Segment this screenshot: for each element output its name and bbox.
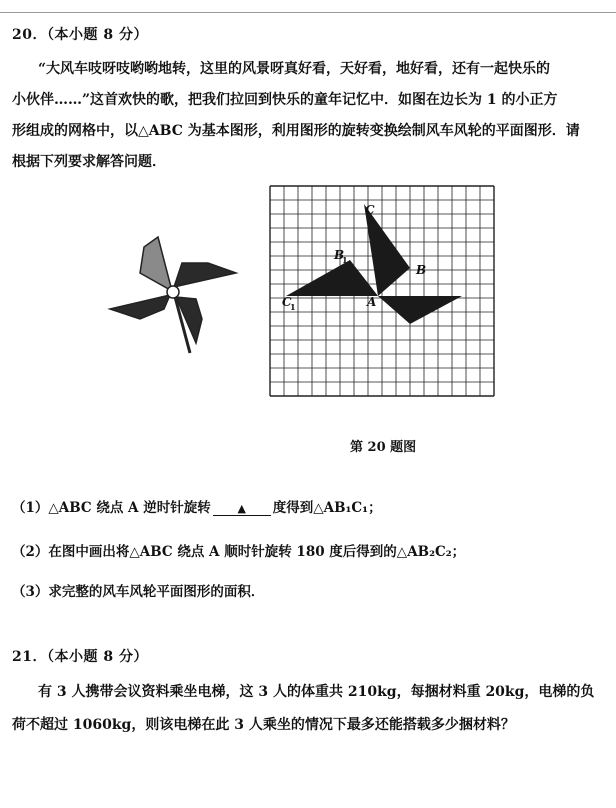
q20-sub1 [12, 496, 382, 516]
figure-caption: 第 20 题图 [350, 440, 417, 455]
q21-header: 21．（本小题 8 分） [12, 649, 148, 665]
q21-line-1: 有 3 人携带会议资料乘坐电梯，这 3 人的体重共 210kg，每捆材料重 20kg，电梯的负 [38, 684, 595, 700]
label-c1: C [282, 295, 292, 309]
label-b1: B [334, 248, 345, 262]
grid-figure [266, 182, 498, 400]
q20-header: 20．（本小题 8 分） [12, 27, 148, 43]
top-border-line [0, 12, 616, 13]
label-c: C [365, 203, 375, 217]
label-b1-sub: 1 [342, 255, 348, 265]
pinwheel-illustration [100, 225, 250, 360]
triangle-lower-right [378, 296, 462, 324]
label-a: A [367, 295, 377, 309]
q20-line-2: 小伙伴……”这首欢快的歌，把我们拉回到快乐的童年记忆中．如图在边长为 1 的小正方 [12, 92, 558, 108]
q20-line-1: “大风车吱呀吱哟哟地转，这里的风景呀真好看，天好看，地好看，还有一起快乐的 [38, 61, 551, 77]
label-c1-sub: 1 [290, 302, 296, 312]
q20-line-4: 根据下列要求解答问题． [12, 154, 166, 170]
q21-line-2: 荷不超过 1060kg，则该电梯在此 3 人乘坐的情况下最多还能搭载多少捆材料？ [12, 717, 515, 733]
q20-sub1-text: （1）△ABC 绕点 A 逆时针旋转 [12, 500, 211, 516]
q20-sub2: （2）在图中画出将△ABC 绕点 A 顺时针旋转 180 度后得到的△AB₂C₂； [12, 544, 466, 560]
q20-sub3: （3）求完整的风车风轮平面图形的面积． [12, 584, 265, 600]
label-b: B [416, 263, 427, 277]
q21-text [12, 676, 608, 742]
q20-line-3: 形组成的网格中，以△ABC 为基本图形，利用图形的旋转变换绘制风车风轮的平面图形．请 [12, 123, 580, 139]
triangle-abc [364, 204, 410, 296]
q20-sub1-text-end: 度得到△AB₁C₁； [272, 500, 382, 516]
answer-blank: ▲ [213, 502, 271, 516]
q20-text [12, 54, 608, 178]
triangle-ab1c1 [286, 260, 378, 296]
